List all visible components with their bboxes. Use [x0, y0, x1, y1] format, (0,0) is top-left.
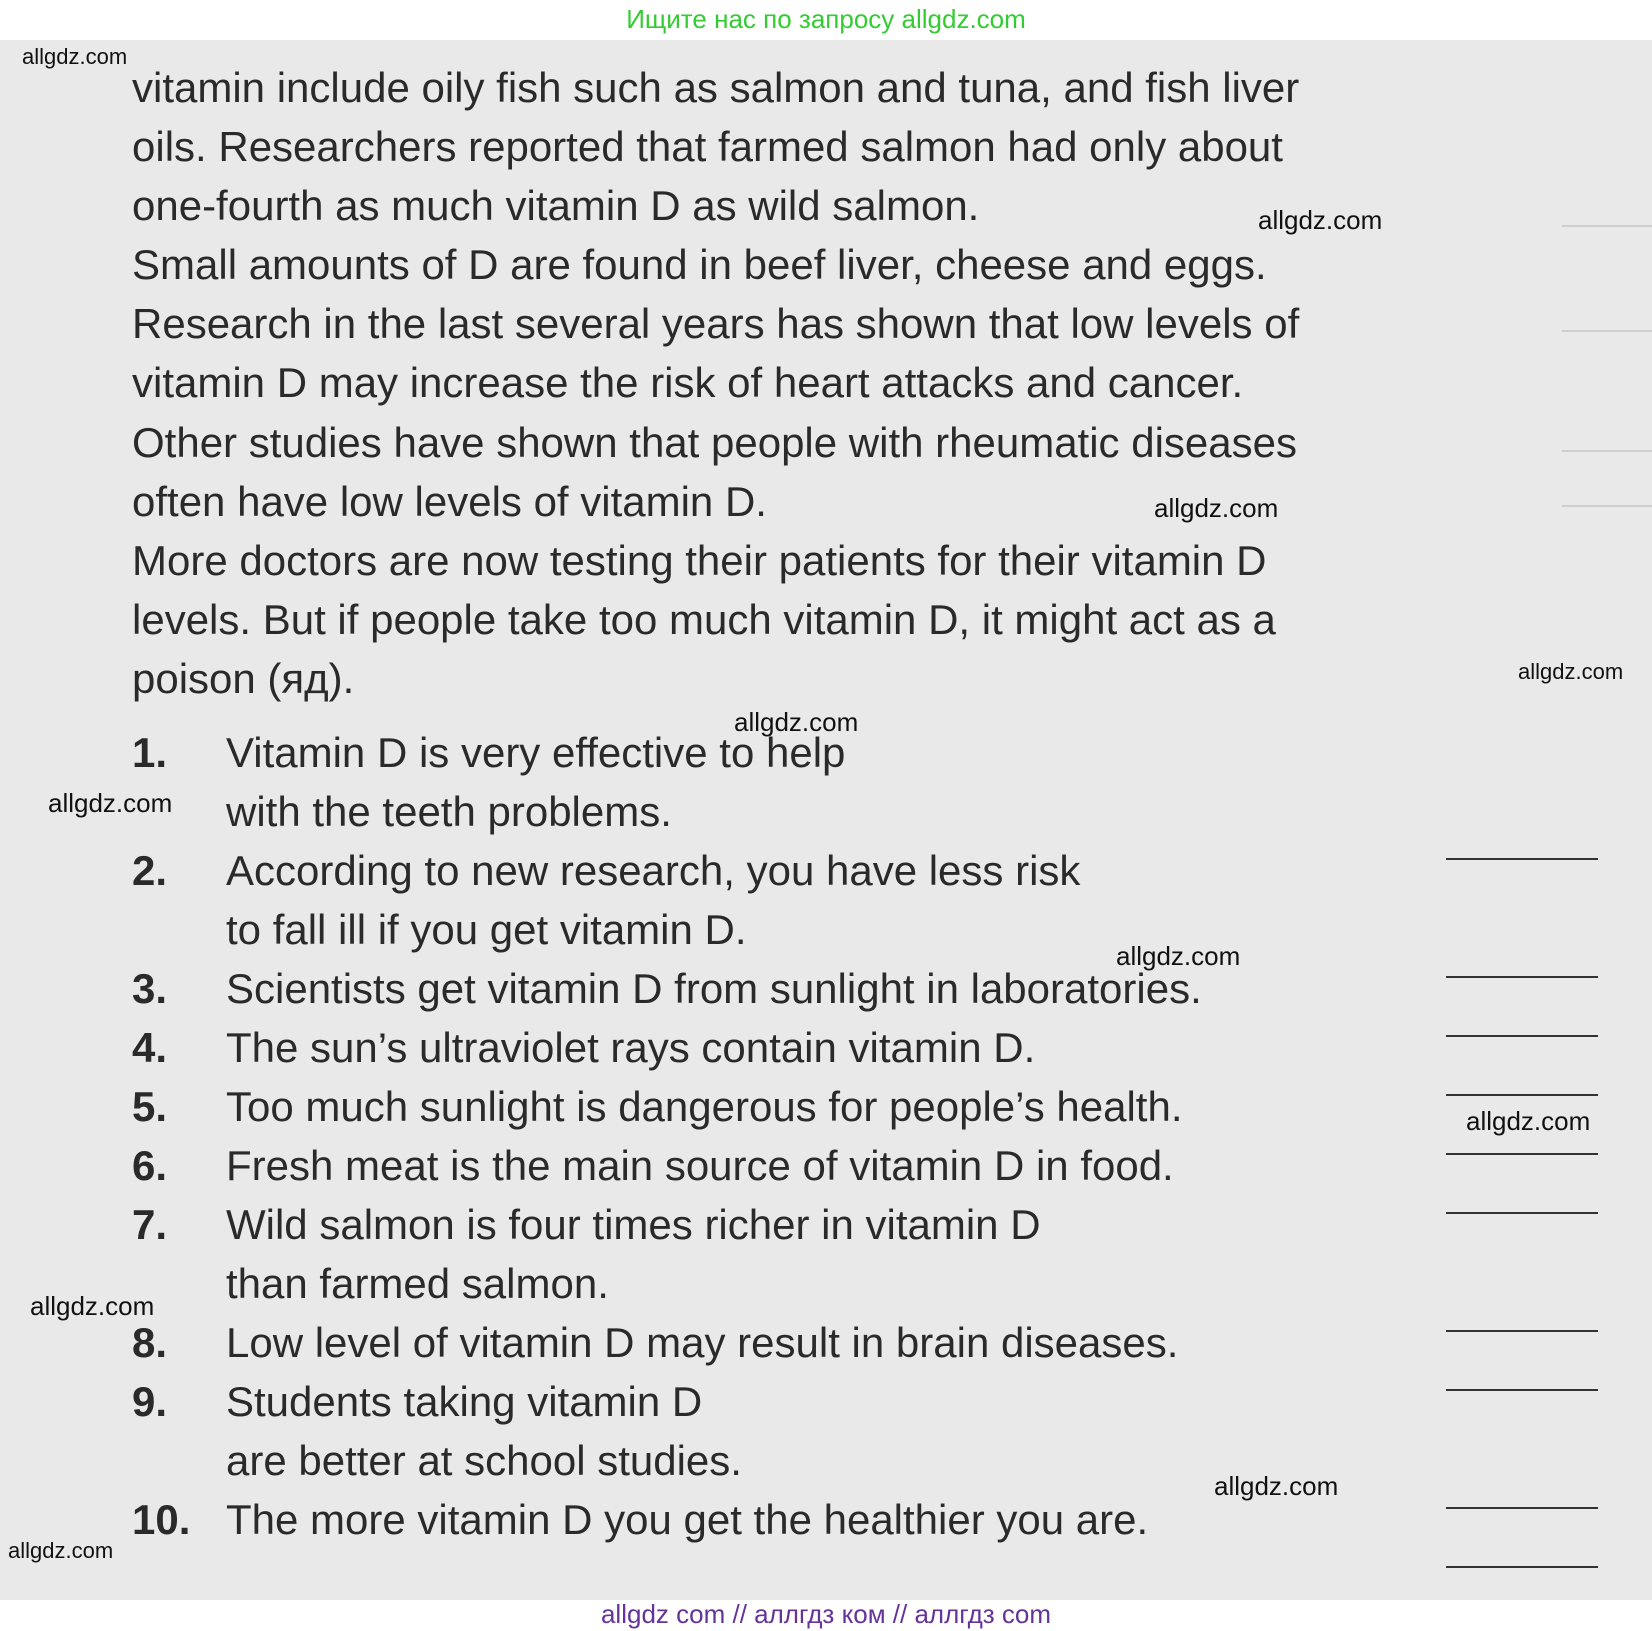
statement-text: with the teeth problems. — [226, 788, 672, 835]
bleed-line — [1562, 505, 1652, 507]
statement-text: Scientists get vitamin D from sunlight in laboratories. — [226, 965, 1202, 1012]
answer-blank[interactable] — [1446, 976, 1598, 978]
text-line: Research in the last several years has shown that low levels of — [132, 300, 1300, 347]
statement-text: The more vitamin D you get the healthier you are. — [226, 1496, 1149, 1543]
text-line: oils. Researchers reported that farmed salmon had only about — [132, 123, 1283, 170]
bleed-line — [1562, 450, 1652, 452]
statement-number: 7. — [132, 1201, 168, 1248]
answer-blank[interactable] — [1446, 1389, 1598, 1391]
watermark: allgdz.com — [48, 788, 173, 818]
statement-text: The sun’s ultraviolet rays contain vitamin D. — [226, 1024, 1036, 1071]
statement-number: 4. — [132, 1024, 168, 1071]
watermark: allgdz.com — [734, 707, 859, 737]
statement-number: 10. — [132, 1496, 191, 1543]
answer-blank[interactable] — [1446, 1094, 1598, 1096]
statement-text: Wild salmon is four times richer in vitamin D — [226, 1201, 1041, 1248]
statement-number: 8. — [132, 1319, 168, 1366]
statement-number: 2. — [132, 847, 168, 894]
text-line: often have low levels of vitamin D. — [132, 478, 767, 525]
scanned-page — [0, 40, 1652, 1600]
statement-text: Vitamin D is very effective to help — [226, 729, 846, 776]
watermark: allgdz.com — [8, 1538, 114, 1563]
statement-text: Fresh meat is the main source of vitamin D in food. — [226, 1142, 1174, 1189]
watermark: allgdz.com — [1466, 1106, 1591, 1136]
statement-text: Low level of vitamin D may result in brain diseases. — [226, 1319, 1179, 1366]
watermark: allgdz.com — [1214, 1471, 1339, 1501]
statement-text: According to new research, you have less risk — [226, 847, 1081, 894]
statement-number: 5. — [132, 1083, 168, 1130]
answer-blank[interactable] — [1446, 1566, 1598, 1568]
text-line: one-fourth as much vitamin D as wild salmon. — [132, 182, 980, 229]
text-line: vitamin include oily fish such as salmon and tuna, and fish liver — [132, 64, 1300, 111]
answer-blank[interactable] — [1446, 1212, 1598, 1214]
bottom-banner: allgdz com // аллгдз ком // аллгдз com — [600, 1599, 1052, 1629]
statement-number: 9. — [132, 1378, 168, 1425]
statement-text: Students taking vitamin D — [226, 1378, 703, 1425]
answer-blank[interactable] — [1446, 1507, 1598, 1509]
text-line: vitamin D may increase the risk of heart attacks and cancer. — [132, 359, 1244, 406]
statement-text: are better at school studies. — [226, 1437, 742, 1484]
text-line: Small amounts of D are found in beef liver, cheese and eggs. — [132, 241, 1267, 288]
watermark: allgdz.com — [1154, 493, 1279, 523]
watermark: allgdz.com — [1258, 205, 1383, 235]
watermark: allgdz.com — [1518, 659, 1624, 684]
statement-number: 1. — [132, 729, 168, 776]
watermark: allgdz.com — [1116, 941, 1241, 971]
watermark: allgdz.com — [22, 44, 128, 69]
text-line: levels. But if people take too much vitamin D, it might act as a — [132, 596, 1276, 643]
text-line: More doctors are now testing their patients for their vitamin D — [132, 537, 1267, 584]
text-line: Other studies have shown that people with rheumatic diseases — [132, 419, 1297, 466]
statement-text: than farmed salmon. — [226, 1260, 609, 1307]
statement-text: to fall ill if you get vitamin D. — [226, 906, 747, 953]
answer-blank[interactable] — [1446, 1330, 1598, 1332]
statement-number: 3. — [132, 965, 168, 1012]
top-banner: Ищите нас по запросу allgdz.com — [626, 4, 1026, 34]
text-line: poison (яд). — [132, 655, 355, 702]
answer-blank[interactable] — [1446, 1153, 1598, 1155]
answer-blank[interactable] — [1446, 1035, 1598, 1037]
bleed-line — [1562, 225, 1652, 227]
answer-blank[interactable] — [1446, 858, 1598, 860]
statement-text: Too much sunlight is dangerous for people’s health. — [226, 1083, 1183, 1130]
watermark: allgdz.com — [30, 1291, 155, 1321]
statement-number: 6. — [132, 1142, 168, 1189]
bleed-line — [1562, 330, 1652, 332]
